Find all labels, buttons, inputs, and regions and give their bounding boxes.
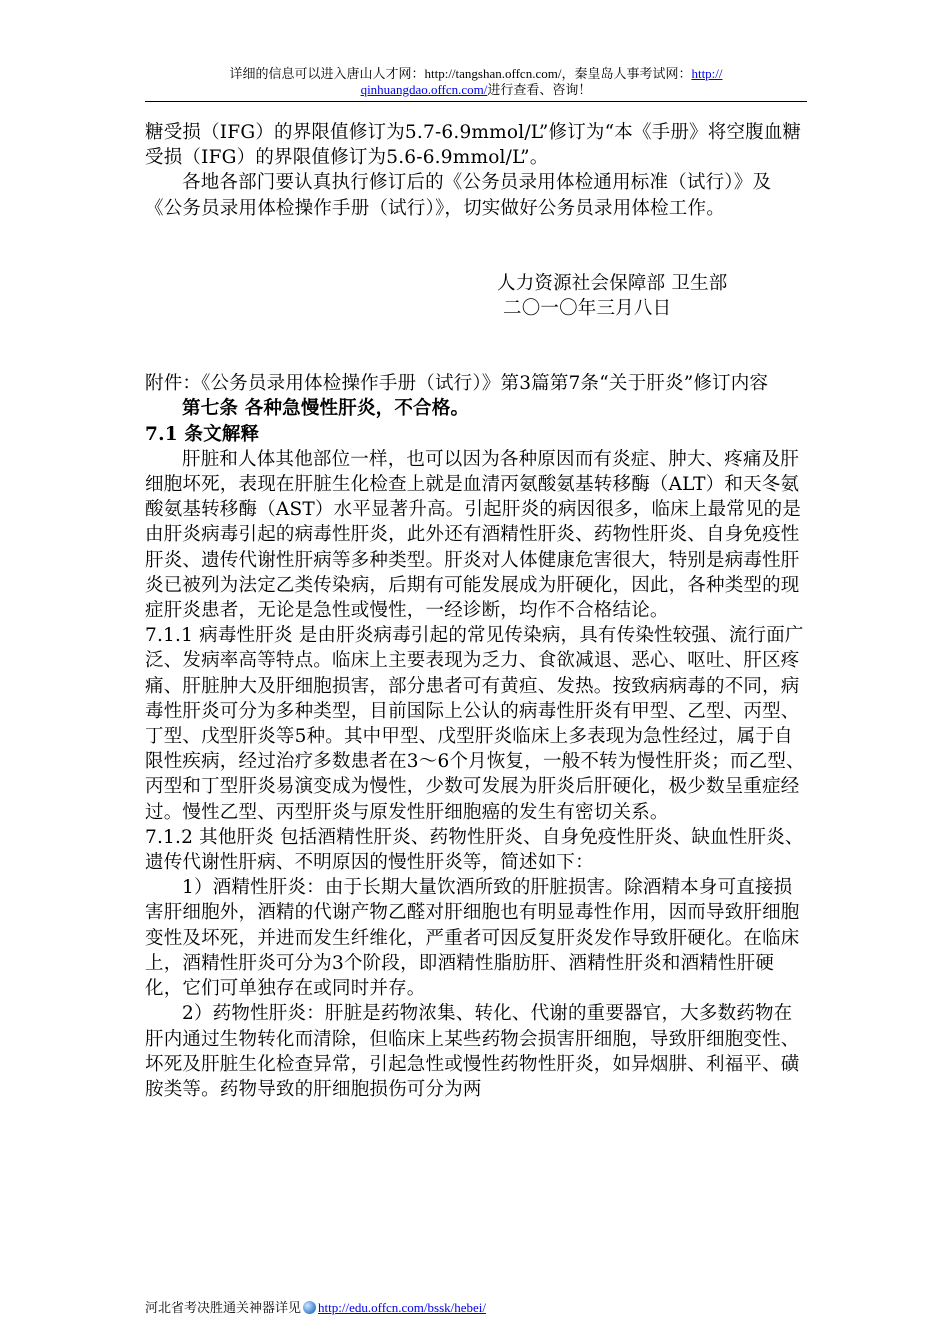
signature-org: 人力资源社会保障部 卫生部 [497, 272, 728, 294]
paragraph-other-hepatitis: 7.1.2 其他肝炎 包括酒精性肝炎、药物性肝炎、自身免疫性肝炎、缺血性肝炎、遗传代谢性肝病、不明原因的慢性肝炎等，简述如下： [145, 826, 804, 874]
qinhuangdao-link-part1[interactable]: http:// [691, 66, 723, 81]
paragraph-drug-hepatitis: 2）药物性肝炎：肝脏是药物浓集、转化、代谢的重要器官，大多数药物在肝内通过生物转化而清除，但临床上某些药物会损害肝细胞，导致肝细胞变性、坏死及肝脏生化检查异常，引起急性或慢性药物性肝炎，如异烟肼、利福平、磺胺类等。药物导致的肝细胞损伤可分为两 [145, 1003, 800, 1100]
document-body [145, 120, 807, 1102]
footer-text: 河北省考决胜通关神器详见 [145, 1300, 302, 1315]
article-title: 第七条 各种急慢性肝炎，不合格。 [182, 398, 470, 420]
globe-icon [303, 1301, 316, 1314]
paragraph-ifg: 糖受损（IFG）的界限值修订为5.7-6.9mmol/L”修订为“本《手册》将空腹血糖受损（IFG）的界限值修订为5.6-6.9mmol/L”。 [145, 122, 802, 169]
page-footer [145, 1300, 486, 1316]
paragraph-alcoholic-hepatitis: 1）酒精性肝炎：由于长期大量饮酒所致的肝脏损害。除酒精本身可直接损害肝细胞外，酒精的代谢产物乙醛对肝细胞也有明显毒性作用，因而导致肝细胞变性及坏死，并进而发生纤维化，严重者可因反复肝炎发作导致肝硬化。在临床上，酒精性肝炎可分为3个阶段，即酒精性脂肪肝、酒精性肝炎和酒精性肝硬化，它们可单独存在或同时并存。 [145, 877, 800, 1000]
footer-link[interactable]: http://edu.offcn.com/bssk/hebei/ [318, 1300, 487, 1315]
page-header [145, 66, 807, 102]
paragraph-viral-hepatitis: 7.1.1 病毒性肝炎 是由肝炎病毒引起的常见传染病，具有传染性较强、流行面广泛、发病率高等特点。临床上主要表现为乏力、食欲减退、恶心、呕吐、肝区疼痛、肝脏肿大及肝细胞损害，部分患者可有黄疸、发热。按致病病毒的不同，病毒性肝炎可分为多种类型，目前国际上公认的病毒性肝炎有甲型、乙型、丙型、丁型、戊型肝炎等5种。其中甲型、戊型肝炎临床上多表现为急性经过，属于自限性疾病，经过治疗多数患者在3～6个月恢复，一般不转为慢性肝炎；而乙型、丙型和丁型肝炎易演变成为慢性，少数可发展为肝炎后肝硬化，极少数呈重症经过。慢性乙型、丙型肝炎与原发性肝细胞癌的发生有密切关系。 [145, 625, 805, 823]
signature-date: 二〇一〇年三月八日 [503, 298, 672, 320]
paragraph-liver: 肝脏和人体其他部位一样，也可以因为各种原因而有炎症、肿大、疼痛及肝细胞坏死，表现在肝脏生化检查上就是血清丙氨酸氨基转移酶（ALT）和天冬氨酸氨基转移酶（AST）水平显著升高。引起肝炎的病因很多，临床上最常见的是由肝炎病毒引起的病毒性肝炎，此外还有酒精性肝炎、药物性肝炎、自身免疫性肝炎、遗传代谢性肝病等多种类型。肝炎对人体健康危害很大，特别是病毒性肝炎已被列为法定乙类传染病，后期有可能发展成为肝硬化，因此，各种类型的现症肝炎患者，无论是急性或慢性，一经诊断，均作不合格结论。 [145, 448, 802, 622]
qinhuangdao-link-part2[interactable]: qinhuangdao.offcn.com/ [360, 82, 488, 97]
header-text-end: 进行查看、咨询！ [487, 82, 592, 97]
section-title: 7.1 条文解释 [145, 423, 260, 445]
header-text: 详细的信息可以进入唐山人才网：http://tangshan.offcn.com/，秦皇岛人事考试网： [229, 66, 692, 81]
attachment-title: 附件：《公务员录用体检操作手册（试行）》第3篇第7条“关于肝炎”修订内容 [145, 373, 769, 395]
paragraph-notice: 各地各部门要认真执行修订后的《公务员录用体检通用标准（试行）》及《公务员录用体检操作手册（试行）》，切实做好公务员录用体检工作。 [145, 172, 772, 219]
